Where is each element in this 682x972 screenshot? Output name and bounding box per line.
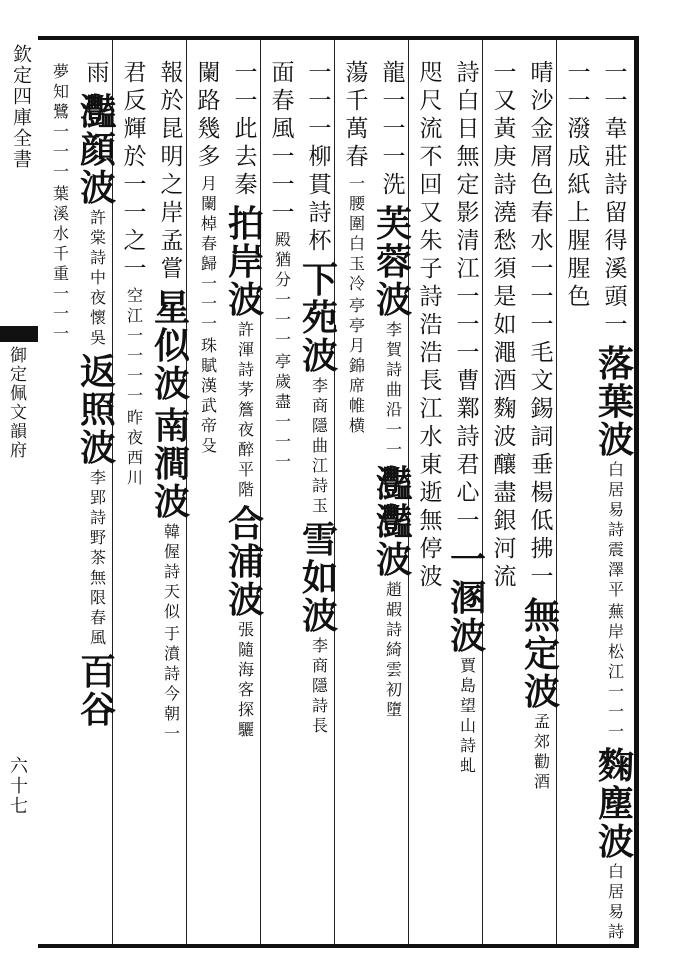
entry-headword: 灩 灩 波 (375, 463, 412, 581)
entry-annotation: 孟 郊 勸 酒 (533, 712, 550, 791)
text-column (523, 44, 561, 940)
entry-headword: 灩 顔 波 (79, 91, 116, 209)
entry-annotation: 空 江 一 一 一 一 (126, 286, 143, 405)
margin-series-title: 欽定四庫全書 (10, 44, 32, 170)
entry-annotation: 蕪 岸 松 江 一 一 一 (607, 602, 624, 741)
column-main-text: 雨 (86, 60, 110, 86)
text-column (597, 44, 635, 940)
text-column (227, 44, 265, 940)
column-main-text: 闌 路 幾 多 (197, 60, 221, 170)
entry-annotation: 亭 歲 盡 一 一 一 (274, 352, 291, 471)
entry-annotation: 許 棠 詩 中 夜 懷 吳 (89, 208, 106, 347)
text-column (560, 44, 598, 940)
entry-headword: 合 浦 波 (227, 503, 264, 621)
entry-headword: 百 谷 (79, 651, 116, 731)
column-main-text: 一 一 潑 成 紙 上 腥 腥 色 (567, 60, 591, 310)
text-column (486, 44, 524, 940)
column-main-text: 詩 白 日 無 定 影 清 江 一 一 一 曹 鄴 詩 君 心 一 (456, 60, 480, 534)
text-column (153, 44, 191, 940)
entry-annotation: 一 腰 圍 白 玉 冷 (348, 174, 365, 293)
entry-annotation: 白 居 易 詩 震 澤 平 (607, 460, 624, 599)
entry-annotation: 張 隨 海 客 探 驪 (237, 620, 254, 739)
entry-headword: 芙 蓉 波 (375, 203, 412, 321)
column-main-text: 報 於 昆 明 之 岸 孟 嘗 (160, 60, 184, 282)
page-margin (0, 36, 38, 944)
column-main-text: 君 反 輝 於 一 一 之 一 (123, 60, 147, 282)
entry-headword: 落 葉 波 (597, 343, 634, 461)
text-column (116, 44, 154, 940)
entry-annotation: 葉 溪 水 千 重 一 一 一 (52, 184, 69, 343)
margin-page-number: 六十七 (7, 756, 28, 816)
column-main-text: 一 一 一 柳 貫 詩 杯 (308, 60, 332, 254)
text-column (412, 44, 450, 940)
entry-headword: 拍 岸 波 (227, 203, 264, 321)
column-main-text: 一 一 此 去 秦 (234, 60, 258, 198)
column-main-text: 蕩 千 萬 春 (345, 60, 369, 170)
text-column (42, 44, 80, 940)
entry-headword: 一 溷 波 (449, 539, 486, 657)
text-frame (38, 36, 639, 948)
margin-fishtail-mark (0, 326, 38, 342)
text-column (190, 44, 228, 940)
column-main-text: 咫 尺 流 不 回 又 朱 子 詩 浩 浩 長 江 水 東 逝 無 停 波 (419, 60, 443, 590)
text-column (301, 44, 339, 940)
entry-headword: 無 定 波 (523, 595, 560, 713)
entry-annotation: 白 居 易 詩 (607, 862, 624, 941)
entry-annotation: 昨 夜 西 川 (126, 408, 143, 487)
entry-annotation: 李 商 隱 曲 江 詩 玉 (311, 376, 328, 515)
entry-annotation: 夢 知 鷺 一 一 一 (52, 62, 69, 181)
text-column (264, 44, 302, 940)
entry-annotation: 于 濆 詩 今 朝 一 (163, 624, 180, 743)
column-main-text: 面 春 風 一 一 一 (271, 60, 295, 226)
entry-headword: 下 苑 波 (301, 259, 338, 377)
column-main-text: 一 又 黃 庚 詩 澆 愁 須 是 如 澠 酒 麴 波 釀 盡 銀 河 流 (493, 60, 517, 590)
entry-headword: 星 似 波 (153, 287, 190, 405)
margin-book-title: 御定佩文韻府 (6, 346, 26, 460)
text-column (449, 44, 487, 940)
entry-annotation: 李 郢 詩 野 茶 無 限 春 風 (89, 468, 106, 647)
entry-headword: 雪 如 波 (301, 519, 338, 637)
entry-annotation: 月 闌 棹 春 歸 一 一 一 (200, 174, 217, 333)
entry-headword: 南 澗 波 (153, 405, 190, 523)
column-main-text: 一 一 韋 莊 詩 留 得 溪 頭 一 (604, 60, 628, 338)
entry-headword: 返 照 波 (79, 351, 116, 469)
entry-annotation: 韓 偓 詩 天 似 (163, 522, 180, 621)
entry-annotation: 殿 猶 分 一 一 一 (274, 230, 291, 349)
entry-annotation: 趙 嘏 詩 綺 雲 初 墮 (385, 580, 402, 719)
entry-annotation: 李 商 隱 詩 長 (311, 636, 328, 735)
entry-annotation: 許 渾 詩 茅 簷 夜 醉 平 階 (237, 320, 254, 499)
entry-headword: 麴 塵 波 (597, 745, 634, 863)
entry-annotation: 珠 賦 漢 武 帝 殳 (200, 336, 217, 455)
entry-annotation: 亭 亭 月 錦 席 帷 横 (348, 296, 365, 435)
text-column (79, 44, 117, 940)
entry-annotation: 賈 島 望 山 詩 虬 (459, 656, 476, 775)
text-column (338, 44, 376, 940)
column-main-text: 晴 沙 金 屑 色 春 水 一 一 一 毛 文 錫 詞 垂 楊 低 拂 一 (530, 60, 554, 590)
column-main-text: 龍 一 一 一 洗 (382, 60, 406, 198)
text-column (375, 44, 413, 940)
entry-annotation: 李 賀 詩 曲 沿 一 一 (385, 320, 402, 459)
